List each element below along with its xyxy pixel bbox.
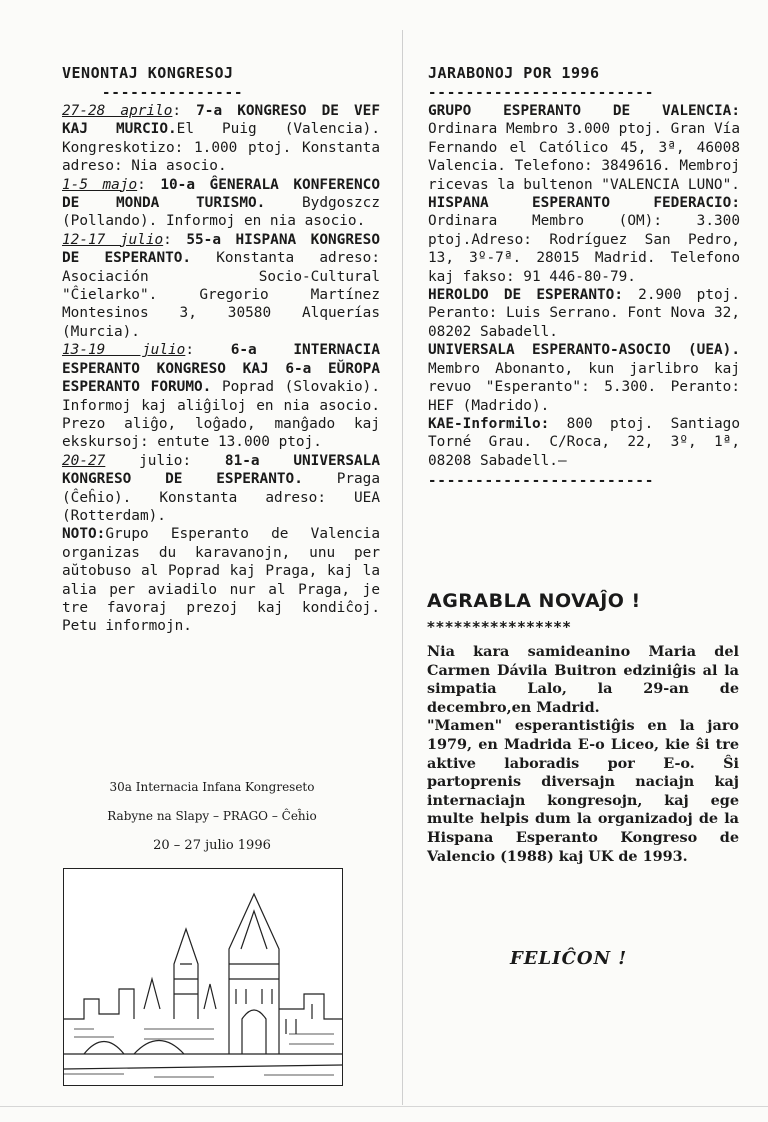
congress-title: 10-a ĜENERALA KONFERENCO DE MONDA TURISMO. <box>62 176 381 212</box>
subscription-list <box>428 102 740 470</box>
congress-title: 55-a HISPANA KONGRESO DE ESPERANTO. <box>62 231 380 267</box>
congress-date-separator: julio: <box>105 452 225 469</box>
wedding-announcement <box>427 643 739 866</box>
subscription-details: Ordinara Membro 3.000 ptoj. Gran Vía Fernando el Católico 45, 3ª, 46008 Valencia. Telefono: 3849616. Membroj ricevas la bultenon "VALENCIA LUNO". <box>428 121 740 193</box>
left-column <box>62 64 380 636</box>
subscription-details: 2.900 ptoj. Peranto: Luis Serrano. Font Nova 32, 08202 Sabadell. <box>428 287 740 340</box>
congress-entry <box>62 341 380 451</box>
announcement-paragraph-2: "Mamen" esperantistiĝis en la jaro 1979, en Madrida E-o Liceo, kie ŝi tre aktive laboradis por E-o. Ŝi partoprenis diversajn naciajn kaj internaciajn kongresojn, kaj ege multe helpis dum la organizadoj de la Hispana Esperanto Kongreso de Valencio (1988) kaj UK de 1993. <box>427 717 739 865</box>
subscription-entry <box>428 286 740 341</box>
congratulations-text: FELIĈON ! <box>510 948 628 969</box>
page-bottom-edge <box>0 1106 768 1107</box>
congress-details: El Puig (Valencia). Kongreskotizo: 1.000 ptoj. Konstanta adreso: Nia asocio. <box>62 121 380 175</box>
subscription-details: 800 ptoj. Santiago Torné Grau. C/Roca, 22, 3º, 1ª, 08208 Sabadell.– <box>428 415 740 469</box>
congress-date: 1-5 majo <box>62 176 138 193</box>
congress-entry <box>62 452 380 526</box>
organization-name: HISPANA ESPERANTO FEDERACIO: <box>428 195 740 212</box>
note-text-block <box>62 525 380 635</box>
poster-location: Rabyne na Slapy – PRAGO – Ĉeĥio <box>107 809 317 823</box>
organization-name: HEROLDO DE ESPERANTO: <box>428 287 623 304</box>
subscriptions-closing-rule: ------------------------ <box>428 473 655 490</box>
organization-name: GRUPO ESPERANTO DE VALENCIA: <box>428 103 740 119</box>
prague-illustration <box>63 868 343 1086</box>
congress-date: 27-28 aprilo <box>62 103 173 119</box>
upcoming-congresses-heading: VENONTAJ KONGRESOJ <box>62 64 234 82</box>
congress-date-separator: : <box>163 231 187 248</box>
congress-title: 7-a KONGRESO DE VEF KAJ MURCIO. <box>62 103 381 138</box>
note-text: Grupo Esperanto de Valencia organizas du karavanojn, unu per aŭtobuso al Poprad kaj Praga, kaj la alia per aviadilo nur al Praga, je tre favoraj prezoj kaj kondiĉoj. Petu informojn. <box>62 526 380 635</box>
subscription-entry <box>428 102 740 194</box>
note-block <box>62 525 380 635</box>
poster-title: 30a Internacia Infana Kongreseto <box>109 780 315 794</box>
congress-details: Bydgoszcz (Pollando). Informoj en nia asocio. <box>62 195 380 230</box>
subscription-entry <box>428 341 740 415</box>
column-divider <box>402 30 403 1105</box>
congress-date: 13-19 julio <box>62 342 186 359</box>
congress-details: Poprad (Slovakio). Informoj kaj aliĝiloj en nia asocio. Prezo aliĝo, loĝado, manĝado kaj ekskursoj: entute 13.000 ptoj. <box>62 379 380 451</box>
organization-name: KAE-Informilo: <box>428 415 550 432</box>
organization-name: UNIVERSALA ESPERANTO-ASOCIO (UEA). <box>428 342 740 359</box>
subscription-details: Ordinara Membro (OM): 3.300 ptoj.Adreso: Rodríguez San Pedro, 13, 3º-7ª. 28015 Madrid. Telefono kaj fakso: 91 446-80-79. <box>428 213 740 285</box>
congress-title: 6-a INTERNACIA ESPERANTO KONGRESO KAJ 6-a EŬROPA ESPERANTO FORUMO. <box>62 342 381 396</box>
congress-date: 12-17 julio <box>62 231 164 248</box>
subscription-details: Membro Abonanto, kun jarlibro kaj revuo "Esperanto": 5.300. Peranto: HEF (Madrido). <box>428 360 740 414</box>
congress-details: Konstanta adreso: Asociación Socio-Cultural "Ĉielarko". Gregorio Martínez Montesinos 3, 30580 Alquerías (Murcia). <box>62 250 380 340</box>
poster-dates: 20 – 27 julio 1996 <box>153 838 271 853</box>
congress-list <box>62 102 380 525</box>
congress-date-separator: : <box>137 176 161 193</box>
children-congress-poster <box>62 780 362 868</box>
subscription-entry <box>428 194 740 286</box>
congress-date-separator: : <box>185 342 231 359</box>
congress-entry <box>62 231 380 341</box>
congress-details: Praga (Ĉeĥio). Konstanta adreso: UEA (Rotterdam). <box>62 471 381 524</box>
prague-bridge-tower-drawing-icon <box>64 869 342 1085</box>
note-label: NOTO: <box>62 526 106 543</box>
congress-date-separator: : <box>172 103 197 119</box>
heading-underline: --------------- <box>102 85 244 101</box>
announcement-paragraph-1: Nia kara samideanino Maria del Carmen Dávila Buitron edziniĝis al la simpatia Lalo, la 29-an de decembro,en Madrid. <box>427 643 739 716</box>
subscriptions-heading: JARABONOJ POR 1996 <box>428 64 600 82</box>
right-column <box>428 64 740 490</box>
good-news-title: AGRABLA NOVAĴO ! <box>427 590 641 612</box>
subscription-entry <box>428 415 740 470</box>
congress-date: 20-27 <box>62 452 106 469</box>
congress-entry <box>62 102 380 176</box>
title-star-rule: **************** <box>427 618 572 636</box>
congress-title: 81-a UNIVERSALA KONGRESO DE ESPERANTO. <box>62 452 380 488</box>
congress-entry <box>62 176 380 231</box>
subscriptions-heading-underline: ------------------------ <box>428 85 655 101</box>
